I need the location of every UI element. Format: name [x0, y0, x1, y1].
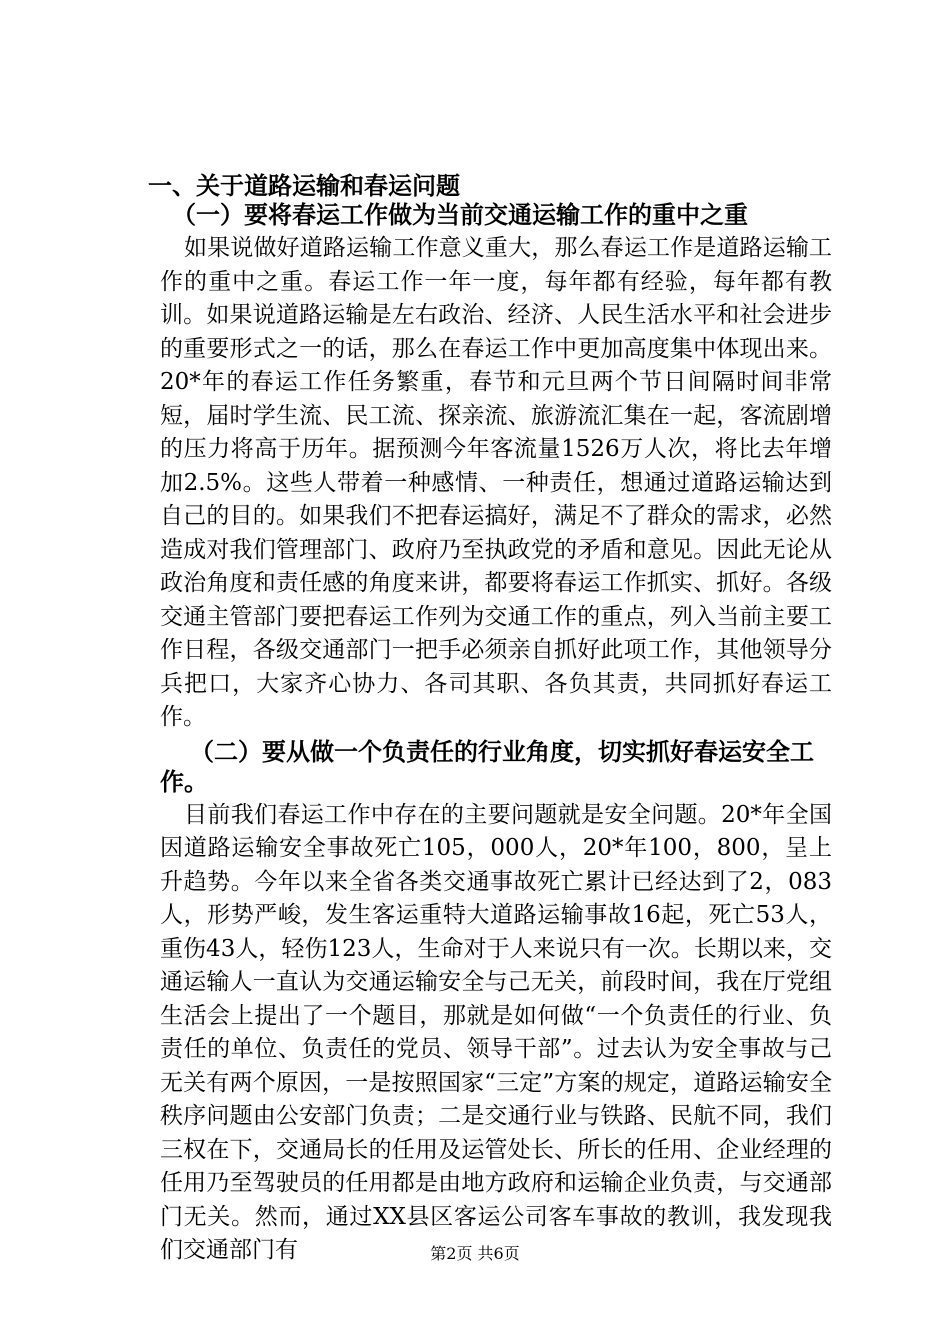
document-body: [148, 172, 832, 1268]
heading-main: 一、关于道路运输和春运问题: [148, 172, 460, 200]
paragraph-section-2: 目前我们春运工作中存在的主要问题就是安全问题。20*年全国因道路运输安全事故死亡105，000人，20*年100，800，呈上升趋势。今年以来全省各类交通事故死亡累计已经达到了2，083人，形势严峻，发生客运重特大道路运输事故16起，死亡53人，重伤43人，轻伤123人，生命对于人来说只有一次。长期以来，交通运输人一直认为交通运输安全与己无关，前段时间，我在厅党组生活会上提出了一个题目，那就是如何做“一个负责任的行业、负责任的单位、负责任的党员、领导干部”。过去认为安全事故与己无关有两个原因，一是按照国家“三定”方案的规定，道路运输安全秩序问题由公安部门负责；二是交通行业与铁路、民航不同，我们三权在下，交通局长的任用及运管处长、所长的任用、企业经理的任用乃至驾驶员的任用都是由地方政府和运输企业负责，与交通部门无关。然而，通过XX县区客运公司客车事故的教训，我发现我们交通部门有: [160, 801, 832, 1263]
paragraph-section-1: 如果说做好道路运输工作意义重大，那么春运工作是道路运输工作的重中之重。春运工作一年一度，每年都有经验，每年都有教训。如果说道路运输是左右政治、经济、人民生活水平和社会进步的重要形式之一的话，那么在春运工作中更加高度集中体现出来。20*年的春运工作任务繁重，春节和元旦两个节日间隔时间非常短，届时学生流、民工流、探亲流、旅游流汇集在一起，客流剧增的压力将高于历年。据预测今年客流量1526万人次，将比去年增加2.5%。这些人带着一种感情、一种责任，想通过道路运输达到自己的目的。如果我们不把春运搞好，满足不了群众的需求，必然造成对我们管理部门、政府乃至执政党的矛盾和意见。因此无论从政治角度和责任感的角度来讲，都要将春运工作抓实、抓好。各级交通主管部门要把春运工作列为交通工作的重点，列入当前主要工作日程，各级交通部门一把手必须亲自抓好此项工作，其他领导分兵把口，大家齐心协力、各司其职、各负其责，共同抓好春运工作。: [160, 235, 832, 730]
heading-section-1: （一）要将春运工作做为当前交通运输工作的重中之重: [172, 201, 748, 229]
heading-section-2: （二）要从做一个负责任的行业角度，切实抓好春运安全工作。: [160, 737, 814, 796]
page-footer: 第2页 共6页: [430, 1244, 520, 1263]
